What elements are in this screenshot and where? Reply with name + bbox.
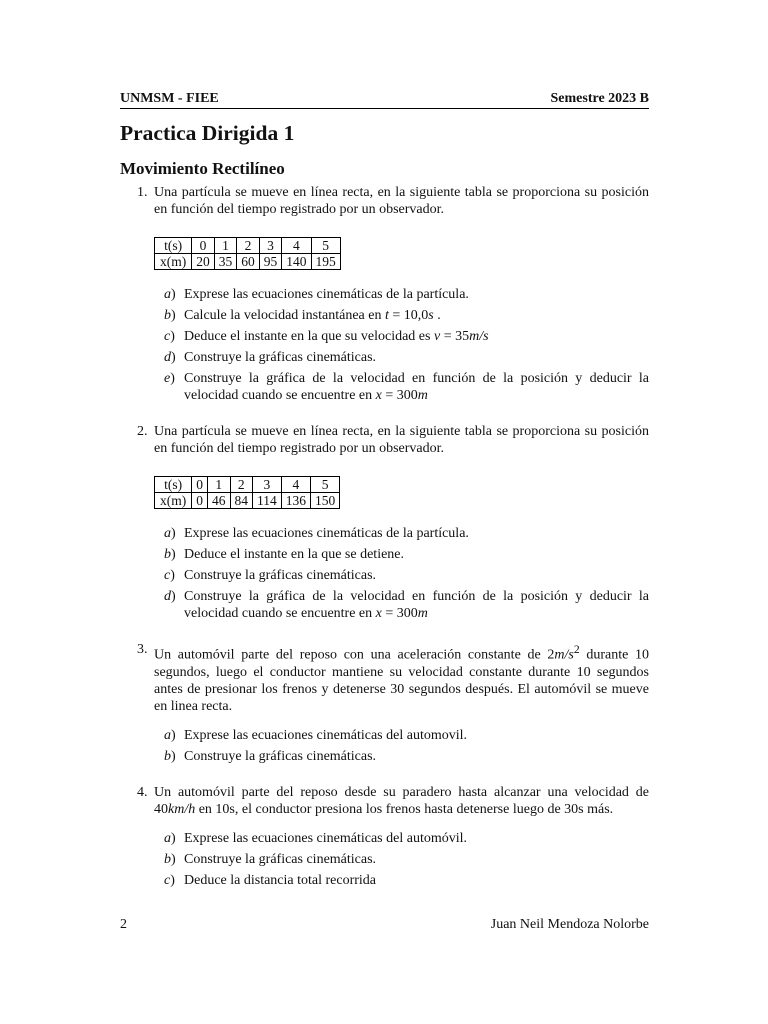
sub-question-label: c (164, 568, 171, 583)
sub-question-label: a (164, 526, 171, 541)
sub-question-label: b (164, 308, 171, 323)
table-cell: 0 (192, 477, 208, 493)
math-variable: v (433, 329, 441, 344)
sub-question-list (164, 830, 649, 889)
sub-question-list (164, 727, 649, 765)
footer-author: Juan Neil Mendoza Nolorbe (490, 917, 649, 932)
sub-question: a) Exprese las ecuaciones cinemáticas del automovil. (164, 727, 468, 743)
sub-question-text: Construye la gráfica de la velocidad en función de la posición y deducir la velocidad cuando se encuentre en x = 300m (184, 371, 649, 403)
table-cell: 60 (237, 254, 260, 270)
table-cell: 3 (253, 477, 282, 493)
problem-number: 4. (137, 784, 148, 800)
problem-1 (120, 184, 649, 404)
problem-statement: Un automóvil parte del reposo desde su paradero hasta alcanzar una velocidad de 40km/h en 10s, el conductor presiona los frenos hasta detenerse luego de 30s más. (154, 784, 649, 817)
sub-question-text: Construye la gráficas cinemáticas. (184, 851, 377, 867)
problem-number: 2. (137, 424, 148, 439)
problem-statement: Un automóvil parte del reposo con una aceleración constante de $2m/s^2$ durante 10 segundos, luego el conductor mantiene su velocidad constante durante 10 segundos antes de presionar los frenos y detenerse 30 segundos después. El automóvil se mueve en linea recta. (154, 643, 650, 714)
table-cell: 1 (214, 238, 237, 254)
problem-number: 3. (137, 642, 148, 657)
sub-question: c) Construye la gráficas cinemáticas. (164, 568, 377, 583)
table-row-time (155, 238, 341, 254)
sub-question-label: e (164, 371, 171, 386)
table-row-time (155, 477, 340, 493)
sub-question-text: Exprese las ecuaciones cinemáticas del automovil. (184, 727, 468, 743)
table-row-position (155, 254, 341, 270)
sub-question-text: Construye la gráficas cinemáticas. (184, 350, 377, 365)
sub-question-label: b (164, 748, 171, 764)
sub-question: e) Construye la gráfica de la velocidad en función de la posición y deducir la velocidad cuando se encuentre en x = 300m (164, 371, 649, 403)
sub-question: a) Exprese las ecuaciones cinemáticas de la partícula. (164, 526, 469, 541)
table-cell: 5 (311, 477, 340, 493)
header-institution: UNMSM - FIEE (120, 91, 219, 106)
sub-question-label: a (164, 830, 171, 846)
sub-question-text: Construye la gráficas cinemáticas. (184, 748, 377, 764)
problem-statement: Una partícula se mueve en línea recta, en la siguiente tabla se proporciona su posición en función del tiempo registrado por un observador. (154, 424, 649, 456)
table-cell: x(m) (155, 493, 192, 509)
running-header (120, 91, 649, 107)
position-time-table (154, 237, 341, 270)
sub-question-label: b (164, 547, 171, 562)
sub-question-label: d (164, 350, 171, 365)
sub-question-text: Calcule la velocidad instantánea en t = 10,0s . (184, 308, 441, 323)
page-title: Practica Dirigida 1 (120, 121, 295, 145)
table-cell: 0 (192, 493, 208, 509)
position-time-table (154, 476, 340, 509)
table-cell: 3 (259, 238, 282, 254)
math-variable: x (375, 606, 382, 621)
table-cell: t(s) (155, 238, 192, 254)
problem-3 (120, 641, 649, 765)
table-cell: 35 (214, 254, 237, 270)
table-cell: 195 (311, 254, 340, 270)
table-cell: 84 (230, 493, 253, 509)
table-cell: 20 (192, 254, 215, 270)
table-cell: t(s) (155, 477, 192, 493)
table-cell: 140 (282, 254, 311, 270)
problem-statement: Una partícula se mueve en línea recta, en la siguiente tabla se proporciona su posición en función del tiempo registrado por un observador. (154, 185, 649, 217)
table-cell: 4 (282, 238, 311, 254)
table-cell: 150 (311, 493, 340, 509)
sub-question-list (164, 286, 649, 404)
sub-question-text: Deduce el instante en la que se detiene. (184, 547, 405, 562)
sub-question-text: Exprese las ecuaciones cinemáticas de la partícula. (184, 526, 469, 541)
sub-question-list (164, 525, 649, 622)
table-cell: 4 (281, 477, 310, 493)
sub-question: a) Exprese las ecuaciones cinemáticas del automóvil. (164, 830, 468, 846)
header-rule (120, 108, 649, 109)
sub-question: c) Deduce el instante en la que su velocidad es v = 35m/s (164, 329, 489, 344)
sub-question-label: b (164, 851, 171, 867)
table-cell: 2 (230, 477, 253, 493)
table-cell: 1 (208, 477, 231, 493)
table-row-position (155, 493, 340, 509)
sub-question-text: Construye la gráficas cinemáticas. (184, 568, 377, 583)
table-cell: 95 (259, 254, 282, 270)
sub-question: d) Construye la gráficas cinemáticas. (164, 350, 377, 365)
math-variable: x (375, 388, 382, 403)
header-semester: Semestre 2023 B (550, 91, 649, 106)
problem-2 (120, 423, 649, 622)
sub-question-text: Exprese las ecuaciones cinemáticas del automóvil. (184, 830, 468, 846)
problem-4 (120, 784, 649, 889)
table-cell: 136 (281, 493, 310, 509)
sub-question: b) Construye la gráficas cinemáticas. (164, 748, 377, 764)
sub-question-text: Deduce el instante en la que su velocidad es v = 35m/s (184, 329, 489, 344)
table-cell: 114 (253, 493, 282, 509)
sub-question: d) Construye la gráfica de la velocidad en función de la posición y deducir la velocidad cuando se encuentre en x = 300m (164, 589, 649, 621)
sub-question: b) Calcule la velocidad instantánea en t = 10,0s . (164, 308, 441, 323)
table-cell: x(m) (155, 254, 192, 270)
sub-question: c) Deduce la distancia total recorrida (164, 872, 377, 888)
math-exponent: 2 (573, 643, 580, 656)
table-cell: 5 (311, 238, 340, 254)
sub-question-text: Deduce la distancia total recorrida (184, 872, 377, 888)
table-cell: 2 (237, 238, 260, 254)
problem-list (120, 184, 649, 889)
sub-question-label: a (164, 727, 171, 743)
sub-question-text: Construye la gráfica de la velocidad en función de la posición y deducir la velocidad cuando se encuentre en x = 300m (184, 589, 649, 621)
problem-number: 1. (137, 185, 148, 200)
sub-question-text: Exprese las ecuaciones cinemáticas de la partícula. (184, 287, 469, 302)
table-cell: 0 (192, 238, 215, 254)
sub-question-label: d (164, 589, 171, 604)
math-variable: t (384, 308, 389, 323)
section-heading: Movimiento Rectilíneo (120, 159, 285, 178)
sub-question: b) Construye la gráficas cinemáticas. (164, 851, 377, 867)
sub-question-label: c (164, 872, 171, 888)
page-number: 2 (120, 917, 127, 932)
sub-question-label: a (164, 287, 171, 302)
sub-question: a) Exprese las ecuaciones cinemáticas de la partícula. (164, 287, 469, 302)
sub-question-label: c (164, 329, 171, 344)
table-cell: 46 (208, 493, 231, 509)
sub-question: b) Deduce el instante en la que se detiene. (164, 547, 405, 562)
